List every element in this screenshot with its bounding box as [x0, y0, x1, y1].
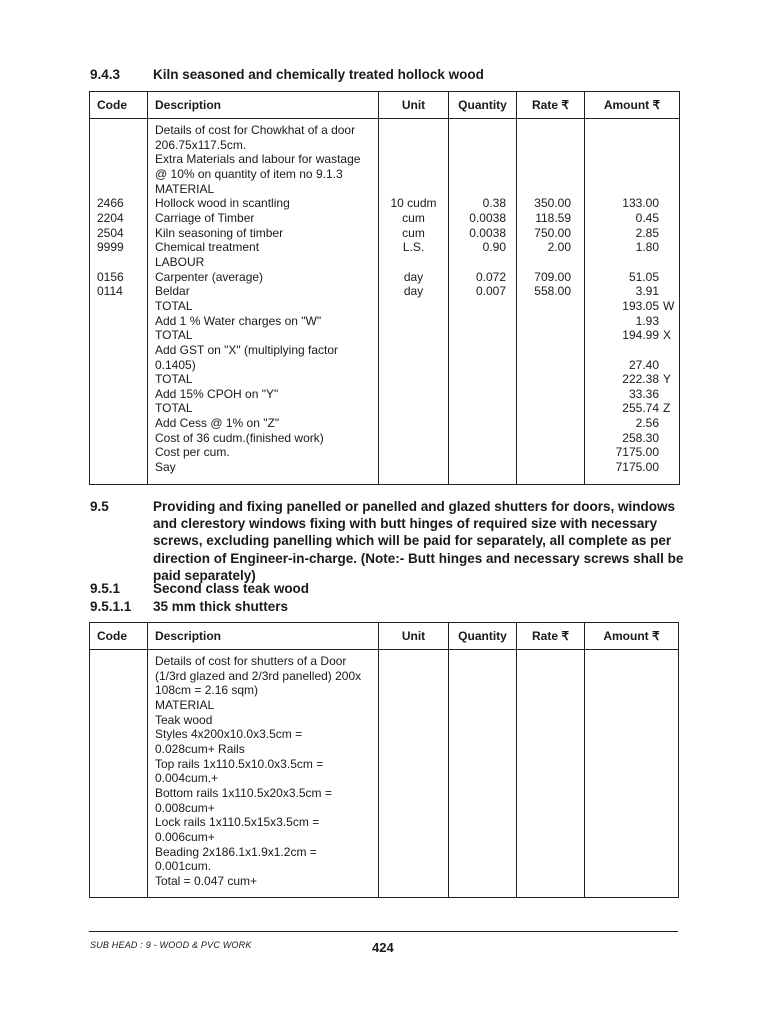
cell-line: 0114	[97, 284, 123, 299]
section-title: 35 mm thick shutters	[153, 599, 289, 614]
page-number: 424	[372, 940, 394, 955]
header-amount: Amount ₹	[585, 92, 680, 119]
cell-line: 0.0038	[469, 225, 506, 240]
amount-marker	[659, 123, 679, 138]
amount-marker	[659, 255, 679, 270]
cell-line: 0.0038	[469, 210, 506, 225]
cell-line: day	[403, 269, 424, 284]
cell-line: TOTAL	[155, 401, 193, 416]
cell-line: Add GST on "X" (multiplying factor	[155, 342, 339, 357]
cell-line	[517, 152, 571, 167]
amount-line	[585, 416, 679, 431]
amount-value	[585, 152, 659, 167]
amount-marker	[659, 167, 679, 182]
amount-line	[585, 299, 679, 314]
amount-line	[585, 270, 679, 285]
section-number: 9.5.1	[90, 581, 121, 596]
table-header-row	[90, 623, 679, 650]
cell-line	[379, 138, 448, 153]
cost-table-hollock-wood	[89, 91, 680, 485]
cell-line	[379, 182, 448, 197]
cell-line	[449, 167, 506, 182]
header-quantity: Quantity	[449, 623, 517, 650]
cell-line: 709.00	[534, 269, 571, 284]
cell-line: 0.028cum+ Rails	[155, 741, 245, 756]
amount-line	[585, 314, 679, 329]
cell-line: Details of cost for shutters of a Door	[155, 654, 347, 668]
code-column	[90, 123, 147, 299]
cell-line	[517, 123, 571, 138]
cell-line: cum	[402, 210, 425, 225]
amount-value	[585, 255, 659, 270]
section-number: 9.4.3	[90, 67, 121, 82]
cell-line: 0.008cum+	[155, 800, 215, 815]
description-column	[148, 123, 378, 475]
cell-line: 0.1405)	[155, 357, 196, 372]
amount-line	[585, 226, 679, 241]
amount-line	[585, 372, 679, 387]
amount-value	[585, 123, 659, 138]
cell-line: cum	[402, 225, 425, 240]
cell-line: 750.00	[534, 225, 571, 240]
amount-line	[585, 167, 679, 182]
amount-line	[585, 445, 679, 460]
cell-line	[517, 255, 571, 270]
cell-line	[449, 182, 506, 197]
cell-line: Top rails 1x110.5x10.0x3.5cm =	[155, 756, 324, 771]
amount-line	[585, 460, 679, 475]
cell-line: 0.006cum+	[155, 829, 215, 844]
section-number: 9.5	[90, 499, 109, 514]
amount-value: 2.56	[635, 416, 659, 431]
section-heading-9-4-3	[90, 67, 690, 85]
amount-line	[585, 211, 679, 226]
amount-marker	[659, 152, 679, 167]
footer-subhead: SUB HEAD : 9 - WOOD & PVC WORK	[90, 940, 252, 950]
cell-line	[449, 255, 506, 270]
amount-marker	[659, 416, 679, 431]
cell-line	[517, 138, 571, 153]
cell-line: (1/3rd glazed and 2/3rd panelled) 200x	[155, 668, 362, 683]
amount-line	[585, 196, 679, 211]
amount-line	[585, 358, 679, 373]
cell-line: Lock rails 1x110.5x15x3.5cm =	[155, 815, 320, 830]
rupee-icon: ₹	[561, 629, 569, 643]
cell-line: Beldar	[155, 284, 190, 299]
cell-line: Add 15% CPOH on "Y"	[155, 386, 279, 401]
cell-line: Kiln seasoning of timber	[155, 225, 284, 240]
cell-line: Total = 0.047 cum+	[155, 873, 258, 888]
header-unit: Unit	[379, 623, 449, 650]
header-code: Code	[90, 623, 148, 650]
rate-column	[517, 123, 584, 299]
amount-marker: Z	[663, 401, 671, 416]
section-title: Kiln seasoned and chemically treated hollock wood	[153, 67, 484, 82]
amount-line	[585, 138, 679, 153]
table-header-row	[90, 92, 680, 119]
cell-line	[97, 255, 147, 270]
amount-line	[585, 284, 679, 299]
amount-value: 1.93	[635, 313, 659, 328]
cell-line	[517, 167, 571, 182]
amount-line	[585, 240, 679, 255]
cell-line: Extra Materials and labour for wastage	[155, 152, 361, 167]
cell-line: MATERIAL	[155, 697, 215, 712]
cell-line: 2466	[97, 196, 124, 211]
cell-line: 2204	[97, 210, 124, 225]
cell-line	[97, 182, 147, 197]
cell-line: TOTAL	[155, 298, 193, 313]
header-rate: Rate ₹	[517, 623, 585, 650]
cell-line: 2504	[97, 225, 124, 240]
cell-line	[97, 123, 147, 138]
section-heading-9-5-1-1	[90, 599, 690, 617]
header-quantity: Quantity	[449, 92, 517, 119]
cell-line: 350.00	[534, 196, 571, 211]
cell-line: Add 1 % Water charges on "W"	[155, 313, 322, 328]
header-unit: Unit	[379, 92, 449, 119]
cell-line: Beading 2x186.1x1.9x1.2cm =	[155, 844, 317, 859]
cell-line: 0.004cum.+	[155, 771, 219, 786]
amount-value: 1.80	[635, 240, 659, 255]
amount-line	[585, 182, 679, 197]
amount-value: 0.45	[635, 210, 659, 225]
amount-marker	[659, 387, 679, 402]
header-description: Description	[148, 92, 379, 119]
amount-value: 51.05	[628, 269, 659, 284]
section-number: 9.5.1.1	[90, 599, 132, 614]
cell-line	[97, 138, 147, 153]
amount-value: 7175.00	[615, 445, 659, 460]
amount-value: 2.85	[635, 225, 659, 240]
cell-line: 2.00	[547, 240, 571, 255]
cell-line	[97, 167, 147, 182]
section-title: Second class teak wood	[153, 581, 310, 596]
amount-marker	[659, 460, 679, 475]
amount-line	[585, 152, 679, 167]
amount-line	[585, 431, 679, 446]
section-heading-9-5	[90, 498, 690, 584]
cell-line: 108cm = 2.16 sqm)	[155, 683, 259, 698]
footer-divider	[89, 931, 678, 932]
cell-line: 0.38	[482, 196, 506, 211]
cell-line: Details of cost for Chowkhat of a door	[155, 123, 356, 137]
cell-line: 0.001cum.	[155, 859, 212, 874]
amount-line	[585, 387, 679, 402]
amount-marker	[659, 138, 679, 153]
cell-line: 118.59	[535, 210, 571, 225]
cell-line: 0156	[97, 269, 124, 284]
amount-value: 255.74	[622, 401, 659, 416]
header-code: Code	[90, 92, 148, 119]
amount-value: 33.36	[628, 386, 659, 401]
amount-marker: X	[663, 328, 672, 343]
description-column	[148, 654, 378, 889]
table-body-row	[90, 650, 679, 898]
amount-value: 7175.00	[615, 460, 659, 475]
header-description: Description	[148, 623, 379, 650]
section-heading-9-5-1	[90, 581, 690, 599]
cell-line: Teak wood	[155, 712, 213, 727]
cell-line	[379, 152, 448, 167]
rupee-icon: ₹	[652, 98, 661, 112]
amount-line	[585, 123, 679, 138]
amount-marker	[659, 196, 679, 211]
header-amount: Amount ₹	[585, 623, 679, 650]
cell-line: Cost of 36 cudm.(finished work)	[155, 430, 324, 445]
unit-column	[379, 123, 448, 299]
cell-line: Bottom rails 1x110.5x20x3.5cm =	[155, 785, 332, 800]
amount-value: 27.40	[628, 357, 659, 372]
rupee-icon: ₹	[561, 98, 569, 112]
cell-line: day	[403, 284, 424, 299]
amount-marker: Y	[663, 372, 672, 387]
cell-line: 10 cudm	[390, 196, 437, 211]
amount-marker	[659, 211, 679, 226]
cell-line: @ 10% on quantity of item no 9.1.3	[155, 166, 343, 181]
quantity-column	[449, 123, 516, 299]
amount-marker	[659, 431, 679, 446]
cell-line	[449, 138, 506, 153]
cell-line: Styles 4x200x10.0x3.5cm =	[155, 727, 303, 742]
amount-marker	[659, 445, 679, 460]
cell-line	[517, 182, 571, 197]
amount-marker	[659, 358, 679, 373]
amount-value	[585, 167, 659, 182]
amount-value: 193.05	[622, 298, 659, 313]
cell-line: MATERIAL	[155, 181, 215, 196]
cell-line: Say	[155, 460, 176, 475]
amount-value: 133.00	[622, 196, 659, 211]
amount-column	[585, 123, 679, 475]
cell-line: TOTAL	[155, 328, 193, 343]
cell-line: Hollock wood in scantling	[155, 196, 290, 211]
cell-line: L.S.	[402, 240, 425, 255]
cell-line	[379, 255, 448, 270]
cell-line: 0.90	[482, 240, 506, 255]
amount-value: 258.30	[622, 430, 659, 445]
rupee-icon: ₹	[652, 629, 660, 643]
cell-line: Cost per cum.	[155, 445, 230, 460]
amount-marker	[659, 270, 679, 285]
amount-marker	[659, 343, 679, 358]
amount-line	[585, 328, 679, 343]
cell-line: Carpenter (average)	[155, 269, 264, 284]
cell-line	[379, 167, 448, 182]
amount-marker	[659, 314, 679, 329]
amount-marker	[659, 182, 679, 197]
cell-line: 558.00	[534, 284, 571, 299]
cost-table-teak-shutters	[89, 622, 679, 898]
amount-value: 194.99	[622, 328, 659, 343]
amount-marker	[659, 226, 679, 241]
amount-marker: W	[663, 298, 675, 313]
cell-line	[449, 123, 506, 138]
amount-marker	[659, 240, 679, 255]
table-body-row	[90, 119, 680, 485]
amount-value	[585, 182, 659, 197]
amount-line	[585, 401, 679, 416]
amount-value	[585, 343, 659, 358]
cell-line: 206.75x117.5cm.	[155, 137, 247, 152]
cell-line: Add Cess @ 1% on "Z"	[155, 416, 280, 431]
header-rate: Rate ₹	[517, 92, 585, 119]
amount-value: 3.91	[635, 284, 659, 299]
cell-line: Carriage of Timber	[155, 210, 255, 225]
cell-line	[449, 152, 506, 167]
cell-line: TOTAL	[155, 372, 193, 387]
cell-line: 0.007	[475, 284, 506, 299]
cell-line	[379, 123, 448, 138]
amount-line	[585, 255, 679, 270]
amount-line	[585, 343, 679, 358]
amount-value	[585, 138, 659, 153]
amount-marker	[659, 284, 679, 299]
cell-line	[97, 152, 147, 167]
cell-line: LABOUR	[155, 254, 205, 269]
section-description: Providing and fixing panelled or panelled and glazed shutters for doors, windows and clerestory windows fixing with butt hinges of required size with necessary screws, excluding panelling which will be paid for separately, all complete as per direction of Engineer-in-charge. (Note:- Butt hinges and necessary screws shall be paid separately)	[153, 499, 684, 583]
cell-line: Chemical treatment	[155, 240, 260, 255]
amount-value: 222.38	[622, 372, 659, 387]
cell-line: 0.072	[475, 269, 506, 284]
cell-line: 9999	[97, 240, 124, 255]
